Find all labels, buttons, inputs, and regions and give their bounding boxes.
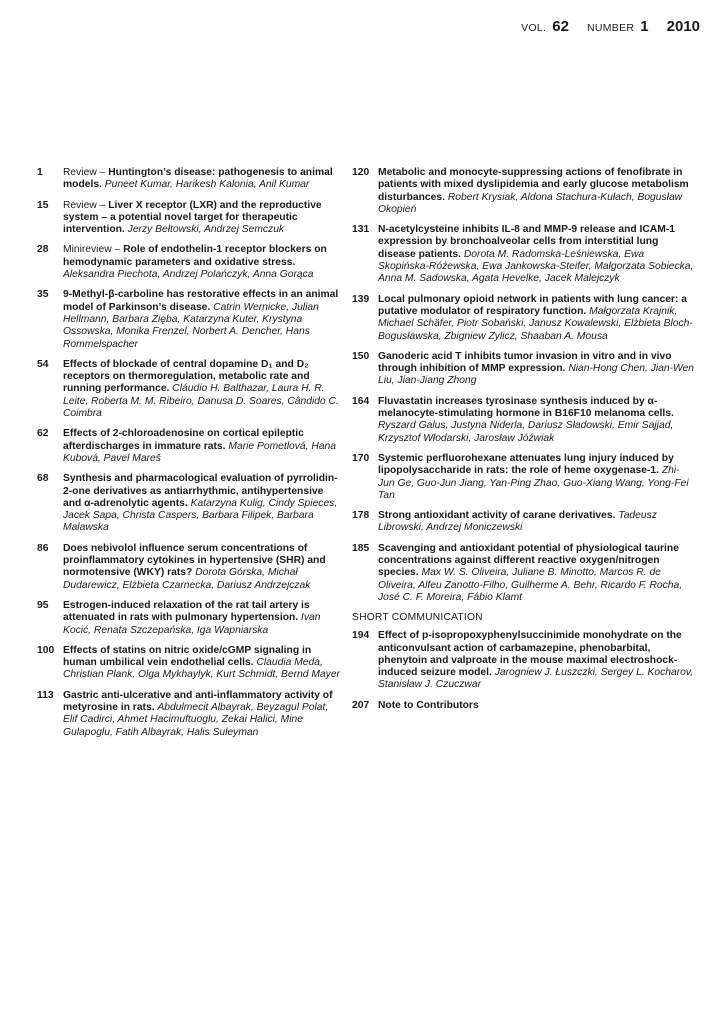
toc-entry[interactable] (352, 543, 696, 604)
entry-text (63, 359, 343, 420)
toc-entry[interactable] (37, 359, 343, 420)
entry-text (378, 543, 696, 604)
page-number: 1 (37, 167, 43, 178)
toc-entry[interactable] (352, 396, 696, 445)
article-authors: Marie Pometlová, Hana Kubová, Pavel Mareš (63, 440, 337, 464)
entry-text (63, 167, 343, 192)
entry-text (63, 244, 343, 281)
entry-text (63, 473, 343, 534)
page-number: 28 (37, 244, 49, 256)
entry-text (63, 600, 343, 637)
article-authors: Zhi-Jun Ge, Guo-Jun Jiang, Yan-Ping Zhao, Guo-Xiang Wang, Yong-Fei Tan (378, 465, 689, 501)
article-authors: Dorota M. Radomska-Leśniewska, Ewa Skopińska-Różewska, Ewa Jankowska-Steifer, Małgorzata Sobiecka, Anna M. Sadowska, Agata Hevelke, Jacek Malejczyk (378, 248, 694, 285)
article-authors: Abdulmecit Albayrak, Beyzagul Polat, Elif Cadirci, Ahmet Hacimuftuoglu, Zekai Halici, Mine Gulapoglu, Fatih Albayrak, Halis Suleyman (63, 701, 329, 738)
page-number: 150 (352, 350, 370, 362)
article-authors: Aleksandra Piechota, Andrzej Polańczyk, Anna Gorąca (63, 269, 314, 281)
article-authors: Claudia Meda, Christian Plank, Olga Mykhaylyk, Kurt Schmidt, Bernd Mayer (63, 657, 340, 681)
article-title[interactable]: Role of endothelin-1 receptor blockers on hemodynamic parameters and oxidative stress. (63, 244, 327, 268)
volume-label: VOL. (521, 22, 547, 34)
toc-entry[interactable] (352, 630, 696, 691)
issue-label: NUMBER (586, 22, 635, 34)
entry-text (378, 630, 696, 691)
article-title[interactable]: Huntington’s disease: pathogenesis to animal models. (63, 167, 333, 191)
article-authors: Małgorzata Krajnik, Michael Schäfer, Piotr Sobański, Janusz Kowalewski, Elżbieta Bloch-Bogusławska, Zbigniew Zylicz, Shaaban A. Mousa (378, 305, 693, 342)
article-authors: Tadeusz Librowski, Andrzej Moniczewski (378, 510, 657, 534)
toc-entry[interactable] (37, 543, 343, 592)
page-number: 86 (37, 542, 49, 554)
toc-entry[interactable] (352, 351, 696, 388)
article-title[interactable]: Liver X receptor (LXR) and the reproductive system – a potential novel target for therapeutic intervention. (63, 199, 322, 236)
page-number: 139 (352, 293, 370, 305)
entry-text (378, 351, 696, 388)
toc-entry[interactable] (37, 428, 343, 465)
article-title[interactable]: Effects of 2-chloroadenosine on cortical epileptic afterdischarges in immature rats. (63, 428, 304, 452)
toc-entry[interactable] (37, 645, 343, 682)
page-number: 164 (352, 395, 370, 407)
page-number: 178 (352, 510, 370, 522)
entry-text (63, 645, 343, 682)
entry-text (63, 543, 343, 592)
volume-number: 62 (552, 18, 569, 35)
page-number: 207 (352, 699, 370, 711)
entry-text (378, 294, 696, 343)
page-number: 120 (352, 167, 370, 178)
article-authors: Catrin Wernicke, Julian Hellmann, Barbara Zięba, Katarzyna Kuter, Krystyna Ossowska, Monika Frenzel, Norbert A. Dencher, Hans Rommelspacher (63, 301, 319, 350)
entry-text (63, 428, 343, 465)
toc-entry[interactable] (37, 200, 343, 237)
toc-entry[interactable] (37, 600, 343, 637)
toc-entry[interactable] (37, 473, 343, 534)
article-title[interactable]: N-acetylcysteine inhibits IL-8 and MMP-9 release and ICAM-1 expression by bronchoalveolar cells from interstitial lung disease patients. (378, 224, 675, 260)
page-number: 113 (37, 689, 54, 701)
article-title[interactable]: Note to Contributors (378, 699, 479, 711)
article-title[interactable]: Effect of p-isopropoxyphenylsuccinimide monohydrate on the anticonvulsant action of carbamazepine, phenobarbital, phenytoin and valproate in the mouse maximal electroshock-induced seizure model. (378, 630, 682, 679)
article-title[interactable]: Scavenging and antioxidant potential of physiological taurine concentrations against different reactive oxygen/nitrogen species. (378, 542, 679, 579)
page-number: 194 (352, 630, 370, 642)
entry-text (63, 690, 343, 739)
page-number: 100 (37, 644, 55, 656)
toc-entry[interactable] (352, 167, 696, 216)
page-number: 131 (352, 224, 370, 236)
toc-entry[interactable] (352, 510, 696, 535)
article-title[interactable]: Synthesis and pharmacological evaluation of pyrrolidin-2-one derivatives as antiarrhythmic, antihypertensive and α-adrenolytic agents. (63, 473, 338, 509)
page-number: 35 (37, 289, 49, 301)
article-title[interactable]: 9-Methyl-β-carboline has restorative effects in an animal model of Parkinson’s disease. (63, 289, 339, 313)
entry-text (63, 289, 343, 350)
article-authors: Katarzyna Kulig, Cindy Spieces, Jacek Sapa, Christa Caspers, Barbara Filipek, Barbara Malawska (63, 497, 338, 534)
page-number: 95 (37, 599, 49, 611)
article-title[interactable]: Systemic perfluorohexane attenuates lung injury induced by lipopolysaccharide in rats: the role of heme oxygenase-1. (378, 452, 674, 477)
article-title[interactable]: Strong antioxidant activity of carane derivatives. (378, 510, 616, 522)
page-number: 185 (352, 542, 370, 554)
toc-entry[interactable] (37, 289, 343, 350)
article-authors: Nian-Hong Chen, Jian-Wen Liu, Jian-Jiang Zhong (378, 363, 695, 387)
article-authors: Ivan Kocić, Renata Szczepańska, Iga Wapniarska (63, 612, 321, 636)
page-number: 15 (37, 199, 49, 211)
page-number: 62 (37, 428, 49, 440)
article-authors: Robert Krysiak, Aldona Stachura-Kułach, Bogusław Okopień (378, 191, 683, 215)
page-number: 170 (352, 452, 370, 464)
article-authors: Max W. S. Oliveira, Juliane B. Minotto, Marcos R. de Oliveira, Alfeu Zanotto-Filho, Guilherme A. Behr, Ricardo F. Rocha, José C. F. Moreira, Fábio Klamt (378, 567, 683, 603)
page-number: 54 (37, 358, 49, 370)
article-title[interactable]: Ganoderic acid T inhibits tumor invasion in vitro and in vivo through inhibition of MMP expression. (378, 350, 672, 375)
article-title[interactable]: Effects of statins on nitric oxide/cGMP signaling in human umbilical vein endothelial cells. (63, 644, 312, 669)
article-authors: Cláudio H. Balthazar, Laura H. R. Leite, Roberta M. M. Ribeiro, Danusa D. Soares, Cândido C. Coimbra (63, 383, 339, 420)
issue-number: 1 (640, 18, 649, 35)
issue-year: 2010 (666, 18, 700, 35)
toc-entry[interactable] (37, 244, 343, 281)
entry-text (378, 510, 696, 535)
article-type: Review – (63, 199, 106, 211)
toc-entry[interactable] (352, 453, 696, 502)
article-title[interactable]: Gastric anti-ulcerative and anti-inflammatory activity of metyrosine in rats. (63, 689, 333, 713)
toc-right-column (352, 167, 696, 720)
journal-header (521, 18, 700, 35)
article-title[interactable]: Fluvastatin increases tyrosinase synthesis induced by α-melanocyte-stimulating hormone in B16F10 melanoma cells. (378, 395, 674, 420)
entry-text (378, 224, 696, 285)
article-title[interactable]: Local pulmonary opioid network in patients with lung cancer: a putative modulator of respiratory function. (378, 293, 687, 317)
article-title[interactable]: Estrogen-induced relaxation of the rat tail artery is attenuated in rats with pulmonary hypertension. (63, 599, 310, 624)
article-title[interactable]: Metabolic and monocyte-suppressing actions of fenofibrate in patients with mixed dyslipidemia and early glucose metabolism disturbances. (378, 167, 689, 203)
entry-text (378, 700, 696, 712)
article-title[interactable]: Does nebivolol influence serum concentrations of proinflammatory cytokines in hypertensive (SHR) and normotensive (WKY) rats? (63, 542, 326, 579)
article-authors: Dorota Górska, Michał Dudarewicz, Elżbieta Czarnecka, Dariusz Andrzejczak (63, 567, 311, 591)
article-authors: Puneet Kumar, Harikesh Kalonia, Anil Kumar (104, 179, 310, 191)
entry-text (378, 453, 696, 502)
entry-text (63, 200, 343, 237)
article-type: Review – (63, 167, 106, 178)
article-authors: Ryszard Galus, Justyna Niderla, Dariusz Sładowski, Emir Sajjad, Krzysztof Włodarski, Jarosław Jóźwiak (378, 420, 674, 444)
toc-left-column (37, 167, 343, 747)
toc-entry[interactable] (37, 167, 343, 192)
toc-entry[interactable] (37, 690, 343, 739)
entry-text (378, 396, 696, 445)
article-title[interactable]: Effects of blockade of central dopamine D₁ and D₂ receptors on thermoregulation, metabolic rate and running performance. (63, 358, 310, 395)
article-type: Minireview – (63, 244, 121, 256)
article-authors: Jarogniew J. Łuszczki, Sergey L. Kocharov, Stanisław J. Czuczwar (378, 667, 694, 691)
article-authors: Jerzy Bełtowski, Andrzej Semczuk (127, 224, 285, 236)
section-heading-short-communication: SHORT COMMUNICATION (352, 612, 483, 624)
toc-entry[interactable] (352, 700, 696, 712)
page-number: 68 (37, 473, 49, 485)
toc-entry[interactable] (352, 224, 696, 285)
toc-entry[interactable] (352, 294, 696, 343)
entry-text (378, 167, 696, 216)
